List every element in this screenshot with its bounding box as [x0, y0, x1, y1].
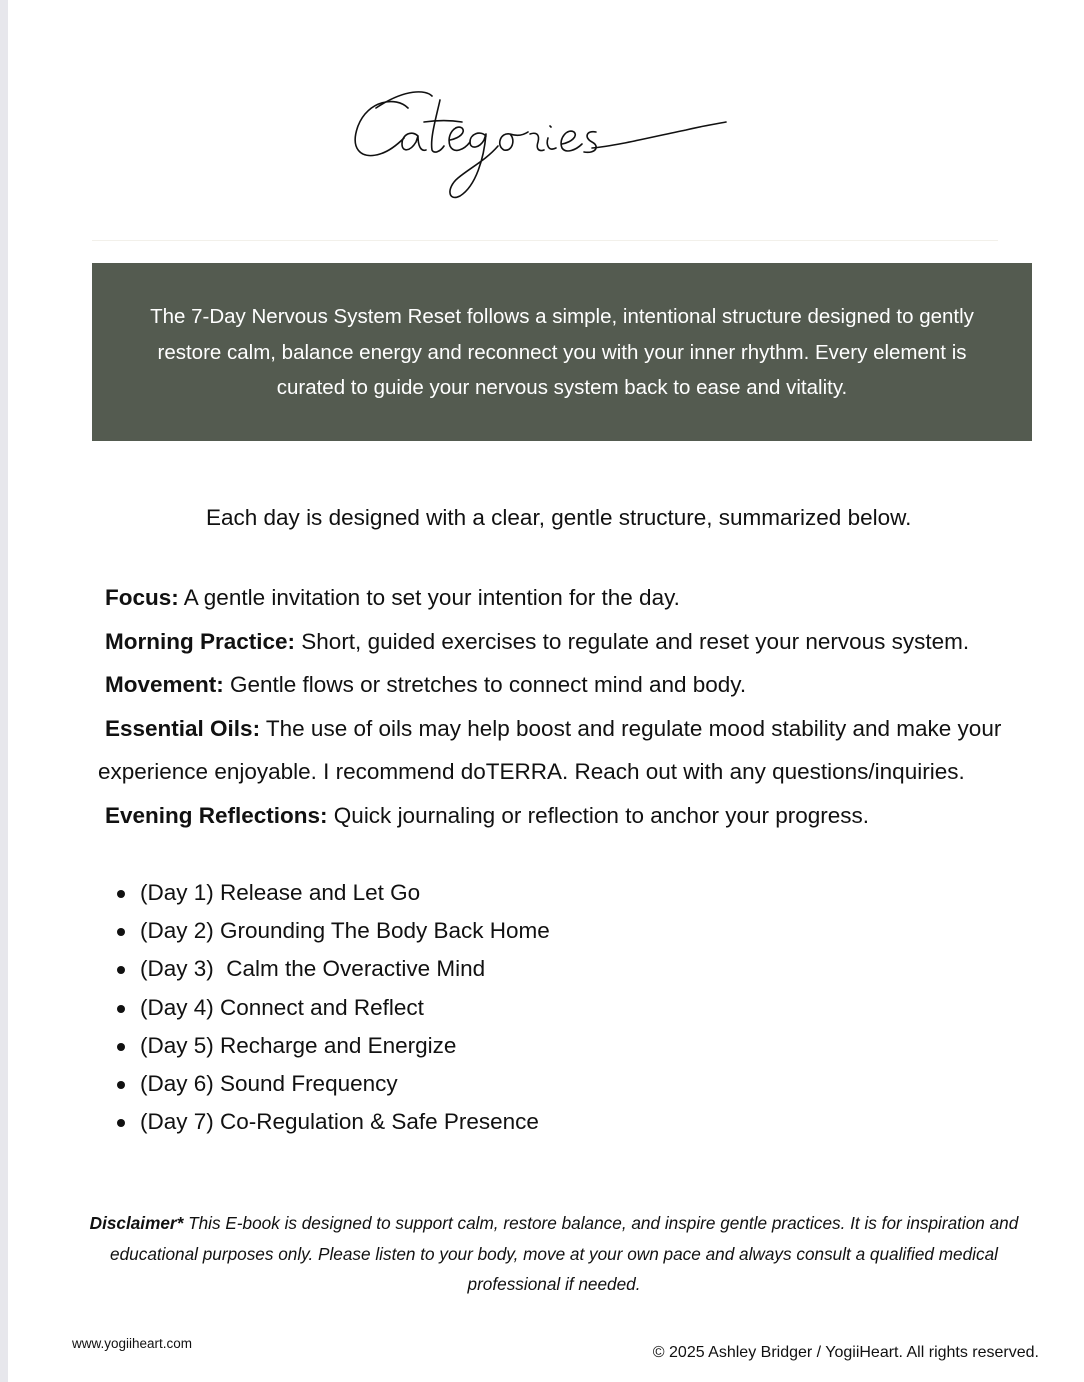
definition-text-continuation: experience enjoyable. I recommend doTERRA. Reach out with any questions/inquiries. — [98, 759, 965, 784]
day-list — [108, 874, 550, 1141]
list-item: (Day 3) Calm the Overactive Mind — [108, 950, 550, 988]
footer-website: www.yogiiheart.com — [72, 1336, 193, 1351]
structure-lead: Each day is designed with a clear, gentle structure, summarized below. — [206, 505, 912, 530]
definition-item-essential-oils — [98, 707, 1058, 751]
definition-item-focus — [98, 576, 1058, 620]
definition-term: Morning Practice: — [105, 628, 296, 654]
definition-term: Movement: — [105, 672, 224, 697]
definition-text: Quick journaling or reflection to anchor your progress. — [327, 802, 870, 828]
list-item: (Day 5) Recharge and Energize — [108, 1027, 550, 1065]
definition-list — [98, 576, 1058, 837]
ebook-page — [8, 0, 1084, 1382]
definition-term: Evening Reflections: — [105, 802, 328, 828]
page-title — [8, 78, 1084, 218]
definition-text: Gentle flows or stretches to connect mind and body. — [223, 672, 747, 697]
disclaimer-text: This E-book is designed to support calm, restore balance, and inspire gentle practices. It is for inspiration and educational purposes only. Please listen to your body, move at your own pace and always consult a qualified medical professional if needed. — [110, 1213, 1019, 1294]
definition-item-movement — [98, 663, 1058, 707]
definition-text: Short, guided exercises to regulate and reset your nervous system. — [295, 628, 970, 654]
definition-item-evening-reflections — [98, 794, 1058, 838]
categories-script-lettering — [346, 78, 746, 218]
disclaimer-label: Disclaimer* — [89, 1213, 184, 1233]
list-item: (Day 7) Co-Regulation & Safe Presence — [108, 1103, 550, 1141]
definition-text: A gentle invitation to set your intention for the day. — [178, 585, 680, 610]
title-divider — [92, 240, 998, 241]
definition-item-essential-oils-continued — [98, 750, 1058, 794]
list-item: (Day 4) Connect and Reflect — [108, 989, 550, 1027]
definition-term: Focus: — [105, 585, 179, 610]
disclaimer — [78, 1208, 1030, 1300]
list-item: (Day 2) Grounding The Body Back Home — [108, 912, 550, 950]
definition-item-morning-practice — [98, 620, 1058, 664]
list-item: (Day 6) Sound Frequency — [108, 1065, 550, 1103]
intro-callout — [92, 263, 1032, 441]
footer-copyright: © 2025 Ashley Bridger / YogiiHeart. All rights reserved. — [652, 1344, 1039, 1361]
intro-text: The 7-Day Nervous System Reset follows a simple, intentional structure designed to gently restore calm, balance energy and reconnect you with your inner rhythm. Every element is curated to guide your nervous system back to ease and vitality. — [150, 305, 974, 399]
definition-term: Essential Oils: — [105, 715, 261, 741]
page-title-text — [8, 78, 9, 79]
definition-text: The use of oils may help boost and regulate mood stability and make your — [260, 715, 1002, 741]
list-item: (Day 1) Release and Let Go — [108, 874, 550, 912]
